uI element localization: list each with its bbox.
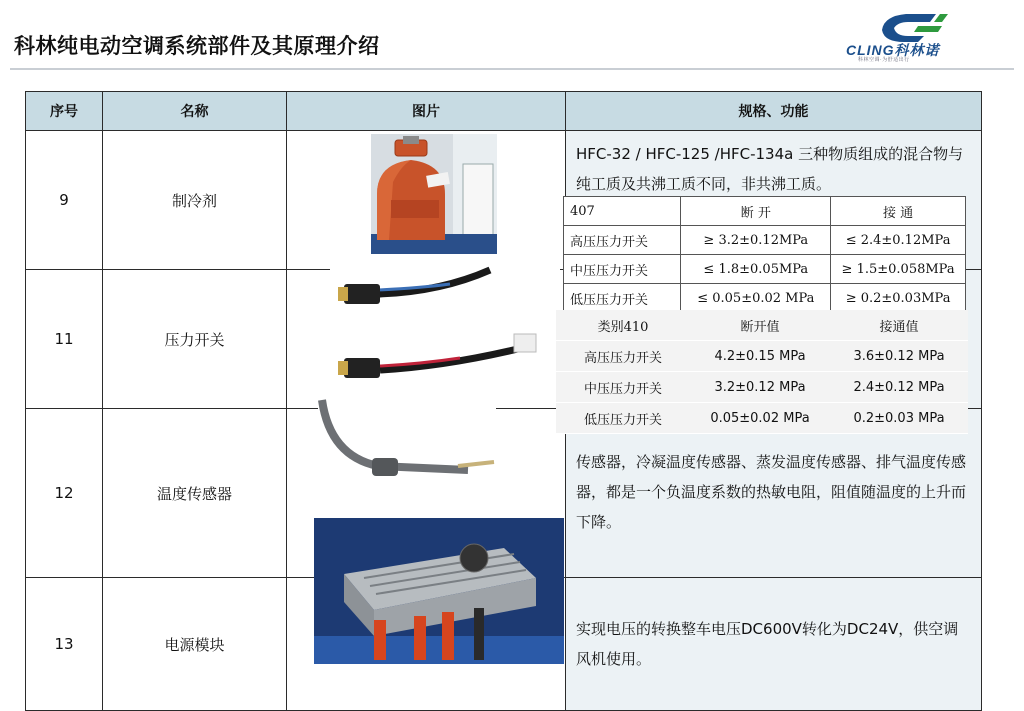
cell: 407 xyxy=(564,197,681,226)
row-no: 13 xyxy=(26,578,103,711)
temperature-sensor-photo xyxy=(318,396,496,490)
cell: 中压压力开关 xyxy=(556,372,690,403)
row-no: 9 xyxy=(26,131,103,270)
cell: 2.4±0.12 MPa xyxy=(830,372,968,403)
cell: 接 通 xyxy=(831,197,966,226)
cell: 接通值 xyxy=(830,310,968,341)
cell: 0.05±0.02 MPa xyxy=(690,403,830,434)
table-row xyxy=(556,372,968,403)
logo-text: CLING科林诺 xyxy=(846,42,940,58)
table-row xyxy=(556,341,968,372)
pressure-switch-photo xyxy=(330,262,560,388)
row-spec: 传感器，冷凝温度传感器、蒸发温度传感器、排气温度传感器，都是一个负温度系数的热敏电阻，阻值随温度的上升而下降。 xyxy=(566,409,982,578)
table-row xyxy=(556,310,968,341)
cell: 高压压力开关 xyxy=(556,341,690,372)
header-spec: 规格、功能 xyxy=(566,92,982,131)
logo-tagline: 科林空调·为舒适出行 xyxy=(858,57,910,63)
pressure-switch-410-table xyxy=(556,310,968,434)
cell: 3.6±0.12 MPa xyxy=(830,341,968,372)
row-no: 11 xyxy=(26,270,103,409)
cell: ≥ 1.5±0.058MPa xyxy=(831,255,966,284)
power-module-photo xyxy=(314,518,564,664)
cell: 断开值 xyxy=(690,310,830,341)
page-title: 科林纯电动空调系统部件及其原理介绍 xyxy=(14,34,380,58)
cell: 4.2±0.15 MPa xyxy=(690,341,830,372)
cell: 高压压力开关 xyxy=(564,226,681,255)
cell: ≤ 1.8±0.05MPa xyxy=(681,255,831,284)
row-name: 电源模块 xyxy=(103,578,287,711)
header-name: 名称 xyxy=(103,92,287,131)
row-spec: 实现电压的转换整车电压DC600V转化为DC24V，供空调风机使用。 xyxy=(566,578,982,711)
cell: ≥ 3.2±0.12MPa xyxy=(681,226,831,255)
header-divider xyxy=(10,68,1014,70)
cell: ≥ 0.2±0.03MPa xyxy=(831,284,966,313)
table-header-row xyxy=(26,92,982,131)
cell: ≤ 2.4±0.12MPa xyxy=(831,226,966,255)
cell: 3.2±0.12 MPa xyxy=(690,372,830,403)
cell: ≤ 0.05±0.02 MPa xyxy=(681,284,831,313)
cell: 中压压力开关 xyxy=(564,255,681,284)
header-no: 序号 xyxy=(26,92,103,131)
cell: 断 开 xyxy=(681,197,831,226)
company-logo xyxy=(836,8,1012,68)
header-image: 图片 xyxy=(287,92,566,131)
table-row xyxy=(564,284,966,313)
table-row xyxy=(564,255,966,284)
row-name: 温度传感器 xyxy=(103,409,287,578)
row-spec: HFC-32 / HFC-125 /HFC-134a 三种物质组成的混合物与纯工质及共沸工质不同，非共沸工质。 xyxy=(566,131,982,270)
row-name: 压力开关 xyxy=(103,270,287,409)
cell: 0.2±0.03 MPa xyxy=(830,403,968,434)
refrigerant-cylinder-photo xyxy=(371,134,497,254)
row-name: 制冷剂 xyxy=(103,131,287,270)
table-row xyxy=(564,226,966,255)
pressure-switch-407-table xyxy=(563,196,966,313)
row-no: 12 xyxy=(26,409,103,578)
cell: 类别410 xyxy=(556,310,690,341)
cell: 低压压力开关 xyxy=(564,284,681,313)
cell: 低压压力开关 xyxy=(556,403,690,434)
table-row xyxy=(564,197,966,226)
table-row xyxy=(556,403,968,434)
